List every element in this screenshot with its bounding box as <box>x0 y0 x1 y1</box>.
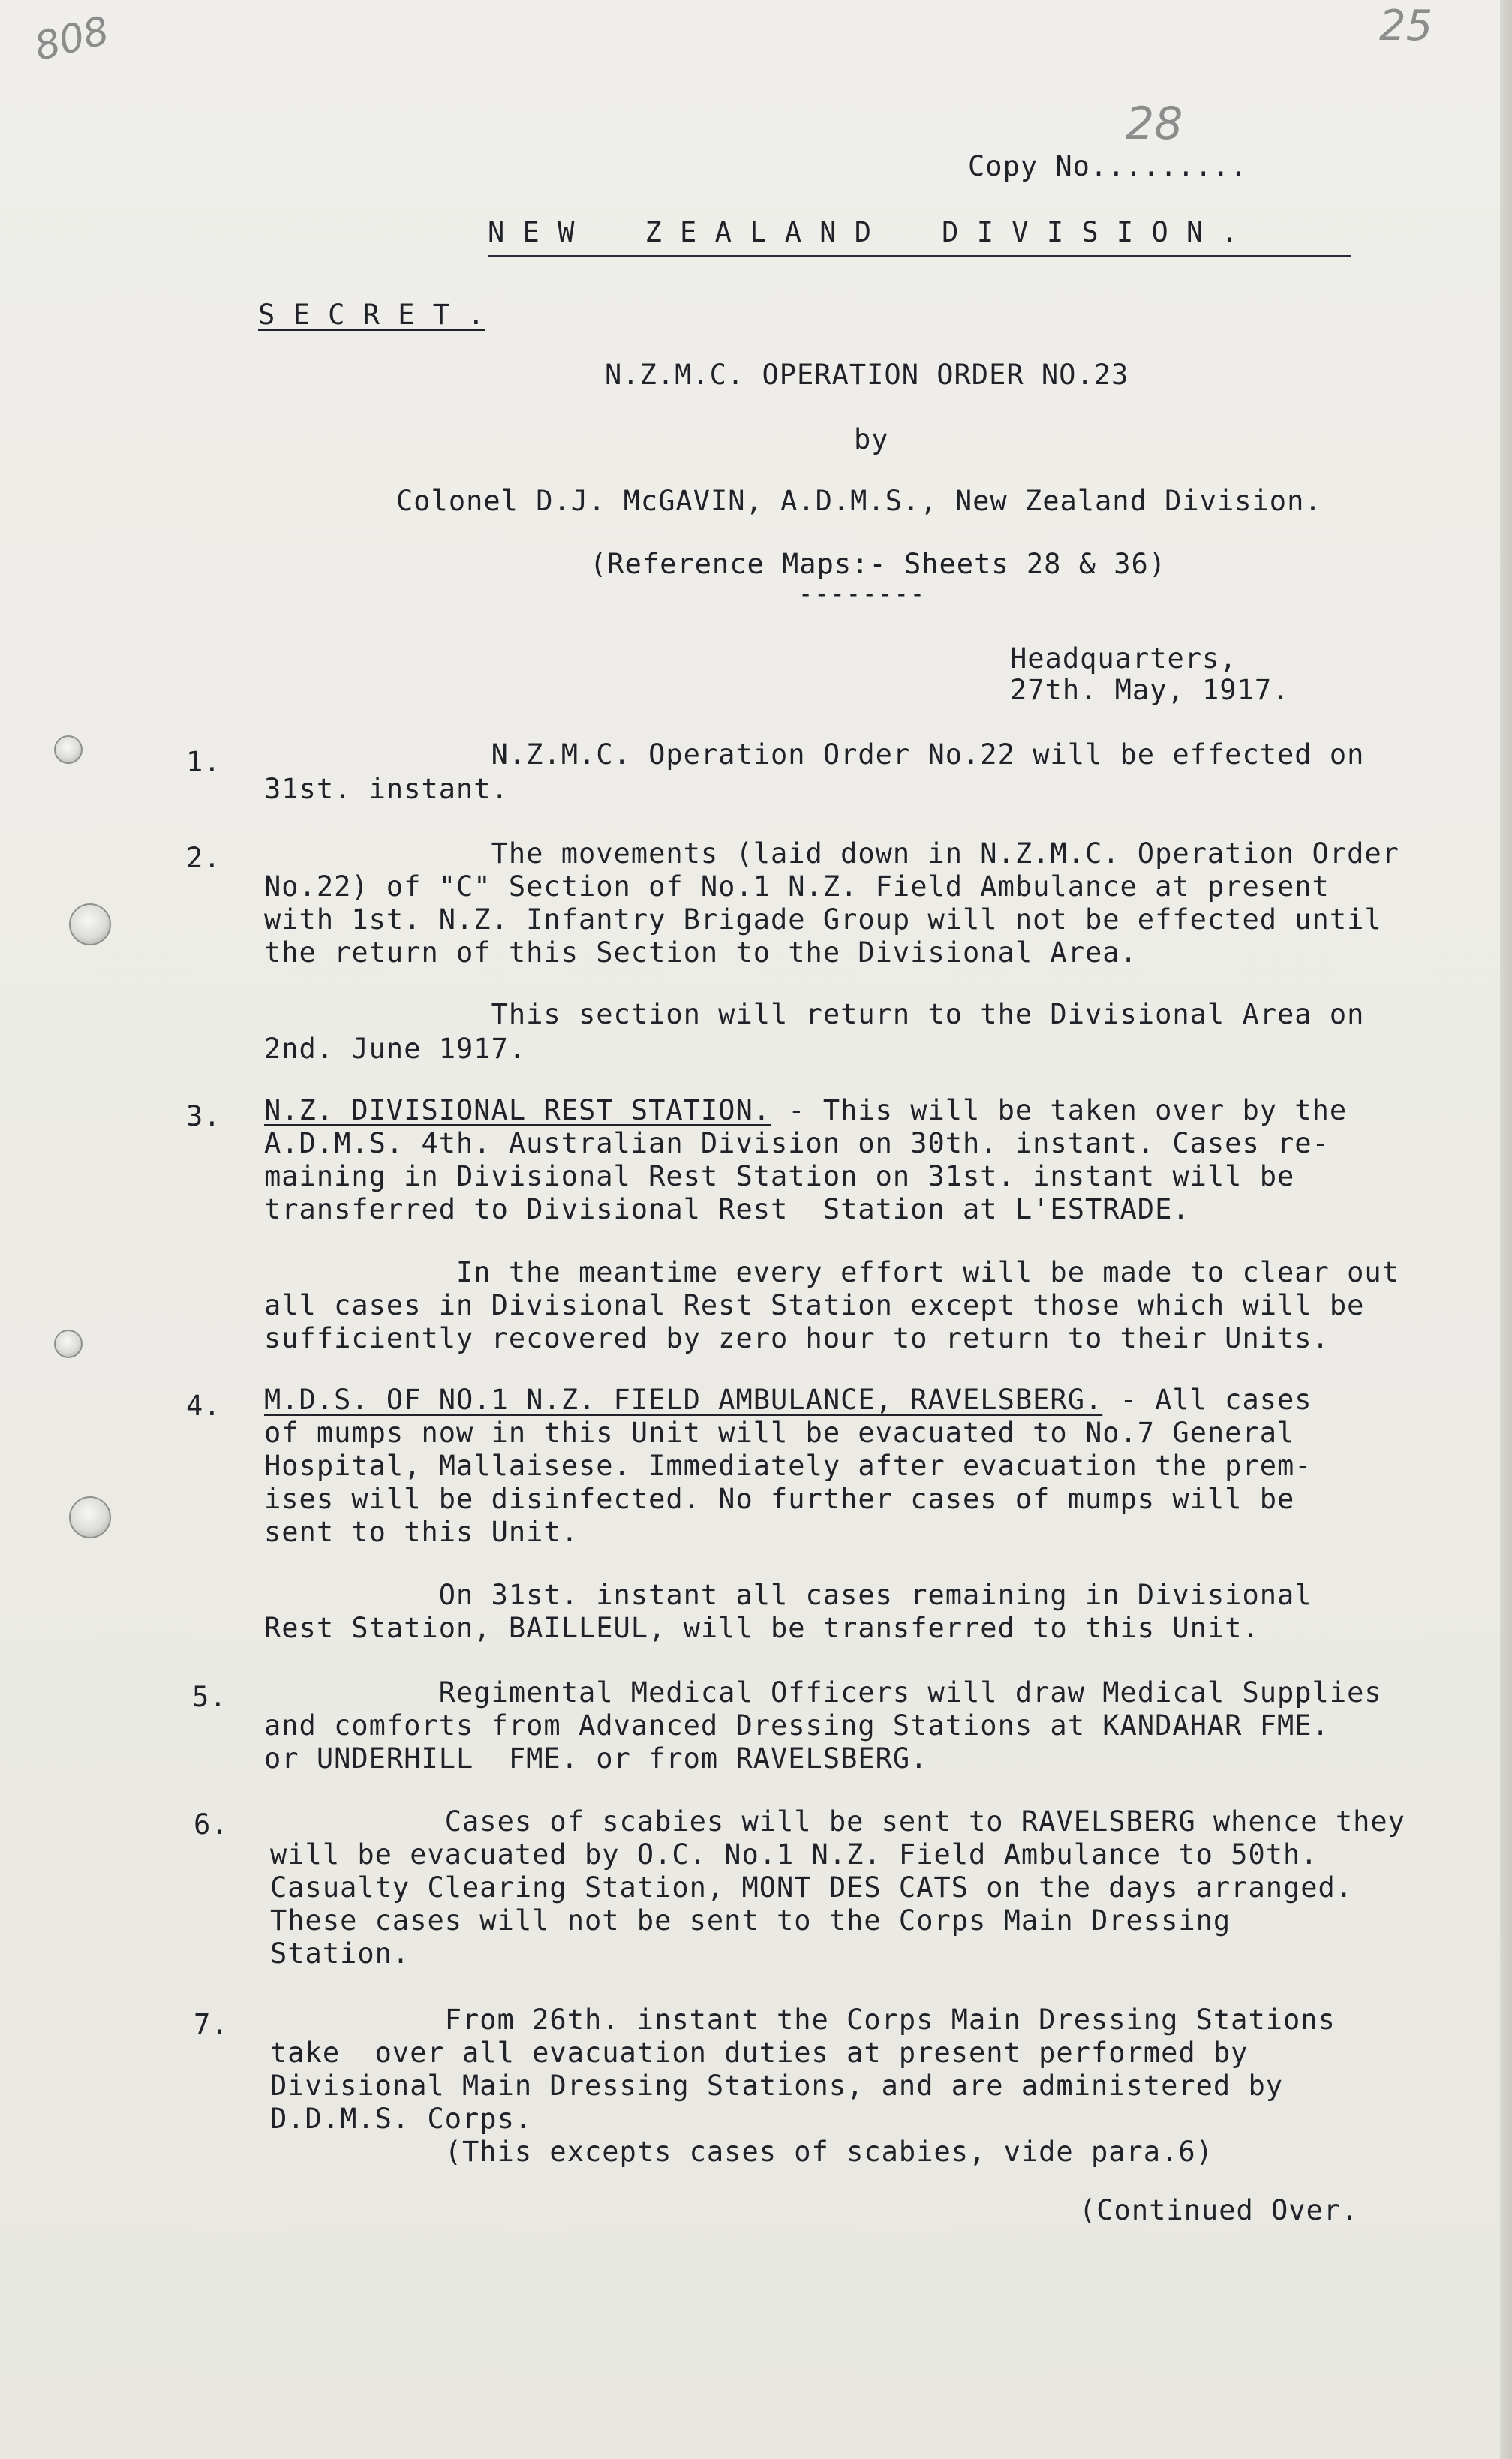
punch-hole <box>54 735 83 764</box>
paragraph-line: These cases will not be sent to the Corps Main Dressing <box>270 1904 1231 1937</box>
paragraph-line: all cases in Divisional Rest Station except those which will be <box>264 1289 1365 1321</box>
paragraph-line: 31st. instant. <box>264 773 509 805</box>
paragraph-number: 2. <box>186 842 221 874</box>
paragraph-line: Hospital, Mallaisese. Immediately after evacuation the prem- <box>264 1450 1312 1482</box>
paragraph-line: - This will be taken over by the <box>771 1094 1348 1126</box>
paragraph-line: sufficiently recovered by zero hour to return to their Units. <box>264 1322 1330 1354</box>
paragraph-line: will be evacuated by O.C. No.1 N.Z. Field Ambulance to 50th. <box>270 1838 1318 1871</box>
paragraph-number: 1. <box>186 746 221 778</box>
paragraph-line: The movements (laid down in N.Z.M.C. Operation Order <box>264 837 1399 870</box>
paragraph-line: transferred to Divisional Rest Station at L'ESTRADE. <box>264 1193 1190 1225</box>
copy-number-handwritten: 28 <box>1126 98 1183 150</box>
paragraph-line: - All cases <box>1102 1384 1312 1416</box>
archive-folio-number: 808 <box>30 8 114 71</box>
section-heading: M.D.S. OF NO.1 N.Z. FIELD AMBULANCE, RAVELSBERG. <box>264 1384 1103 1416</box>
paragraph-first-line <box>264 1384 1312 1417</box>
paragraph-line: Divisional Main Dressing Stations, and are administered by <box>270 2070 1284 2102</box>
secret-marking: S E C R E T . <box>258 299 485 331</box>
paragraph-line: D.D.M.S. Corps. <box>270 2103 533 2135</box>
section-heading: N.Z. DIVISIONAL REST STATION. <box>264 1094 771 1126</box>
copy-number-label: Copy No......... <box>968 150 1248 182</box>
paragraph-line: No.22) of "C" Section of No.1 N.Z. Field Ambulance at present <box>264 870 1330 903</box>
paragraph-line: of mumps now in this Unit will be evacuated to No.7 General <box>264 1417 1295 1449</box>
paragraph-number: 7. <box>194 2008 229 2040</box>
date-line: 27th. May, 1917. <box>1010 674 1290 706</box>
paragraph-line: Station. <box>270 1937 410 1970</box>
paragraph-line: 2nd. June 1917. <box>264 1033 527 1065</box>
paragraph-line: This section will return to the Divisional Area on <box>264 998 1365 1030</box>
paragraph-line: A.D.M.S. 4th. Australian Division on 30th. instant. Cases re- <box>264 1127 1330 1159</box>
order-title: N.Z.M.C. OPERATION ORDER NO.23 <box>605 359 1129 391</box>
paragraph-line: In the meantime every effort will be made to clear out <box>264 1256 1399 1288</box>
paragraph-line: with 1st. N.Z. Infantry Brigade Group will not be effected until <box>264 903 1382 936</box>
paragraph-line: On 31st. instant all cases remaining in Divisional <box>264 1579 1312 1611</box>
paragraph-line: Casualty Clearing Station, MONT DES CATS on the days arranged. <box>270 1871 1354 1904</box>
paragraph-number: 3. <box>186 1100 221 1132</box>
reference-maps: (Reference Maps:- Sheets 28 & 36) <box>590 548 1167 580</box>
paragraph-line: ises will be disinfected. No further cases of mumps will be <box>264 1483 1295 1515</box>
continued-over-note: (Continued Over. <box>1079 2194 1359 2226</box>
punch-hole <box>69 903 111 945</box>
punch-hole <box>54 1330 83 1358</box>
paragraph-line: sent to this Unit. <box>264 1516 579 1548</box>
page-edge <box>1500 0 1512 2459</box>
paragraph-line: From 26th. instant the Corps Main Dressing Stations <box>270 2004 1336 2036</box>
division-heading-underline <box>488 255 1351 257</box>
paragraph-line: N.Z.M.C. Operation Order No.22 will be effected on <box>264 738 1365 771</box>
paragraph-line: and comforts from Advanced Dressing Stations at KANDAHAR FME. <box>264 1709 1330 1742</box>
punch-hole <box>69 1496 111 1538</box>
paragraph-line: maining in Divisional Rest Station on 31st. instant will be <box>264 1160 1295 1192</box>
order-author: Colonel D.J. McGAVIN, A.D.M.S., New Zealand Division. <box>396 485 1322 517</box>
division-heading: N E W Z E A L A N D D I V I S I O N . <box>488 216 1239 248</box>
paragraph-line: Cases of scabies will be sent to RAVELSBERG whence they <box>270 1805 1405 1838</box>
paragraph-line: Regimental Medical Officers will draw Medical Supplies <box>264 1676 1382 1709</box>
separator-dashes: -------- <box>798 579 927 608</box>
paragraph-line: take over all evacuation duties at present performed by <box>270 2037 1249 2069</box>
paragraph-number: 5. <box>192 1681 227 1713</box>
paragraph-number: 4. <box>186 1390 221 1422</box>
paragraph-line: (This excepts cases of scabies, vide para.6) <box>270 2136 1213 2168</box>
paragraph-line: the return of this Section to the Divisional Area. <box>264 936 1138 969</box>
page-number: 25 <box>1379 2 1433 50</box>
paragraph-number: 6. <box>194 1808 229 1841</box>
paragraph-first-line <box>264 1094 1347 1127</box>
order-by: by <box>854 423 889 455</box>
paragraph-line: Rest Station, BAILLEUL, will be transferred to this Unit. <box>264 1612 1260 1644</box>
paragraph-line: or UNDERHILL FME. or from RAVELSBERG. <box>264 1742 928 1775</box>
headquarters-line: Headquarters, <box>1010 642 1237 675</box>
